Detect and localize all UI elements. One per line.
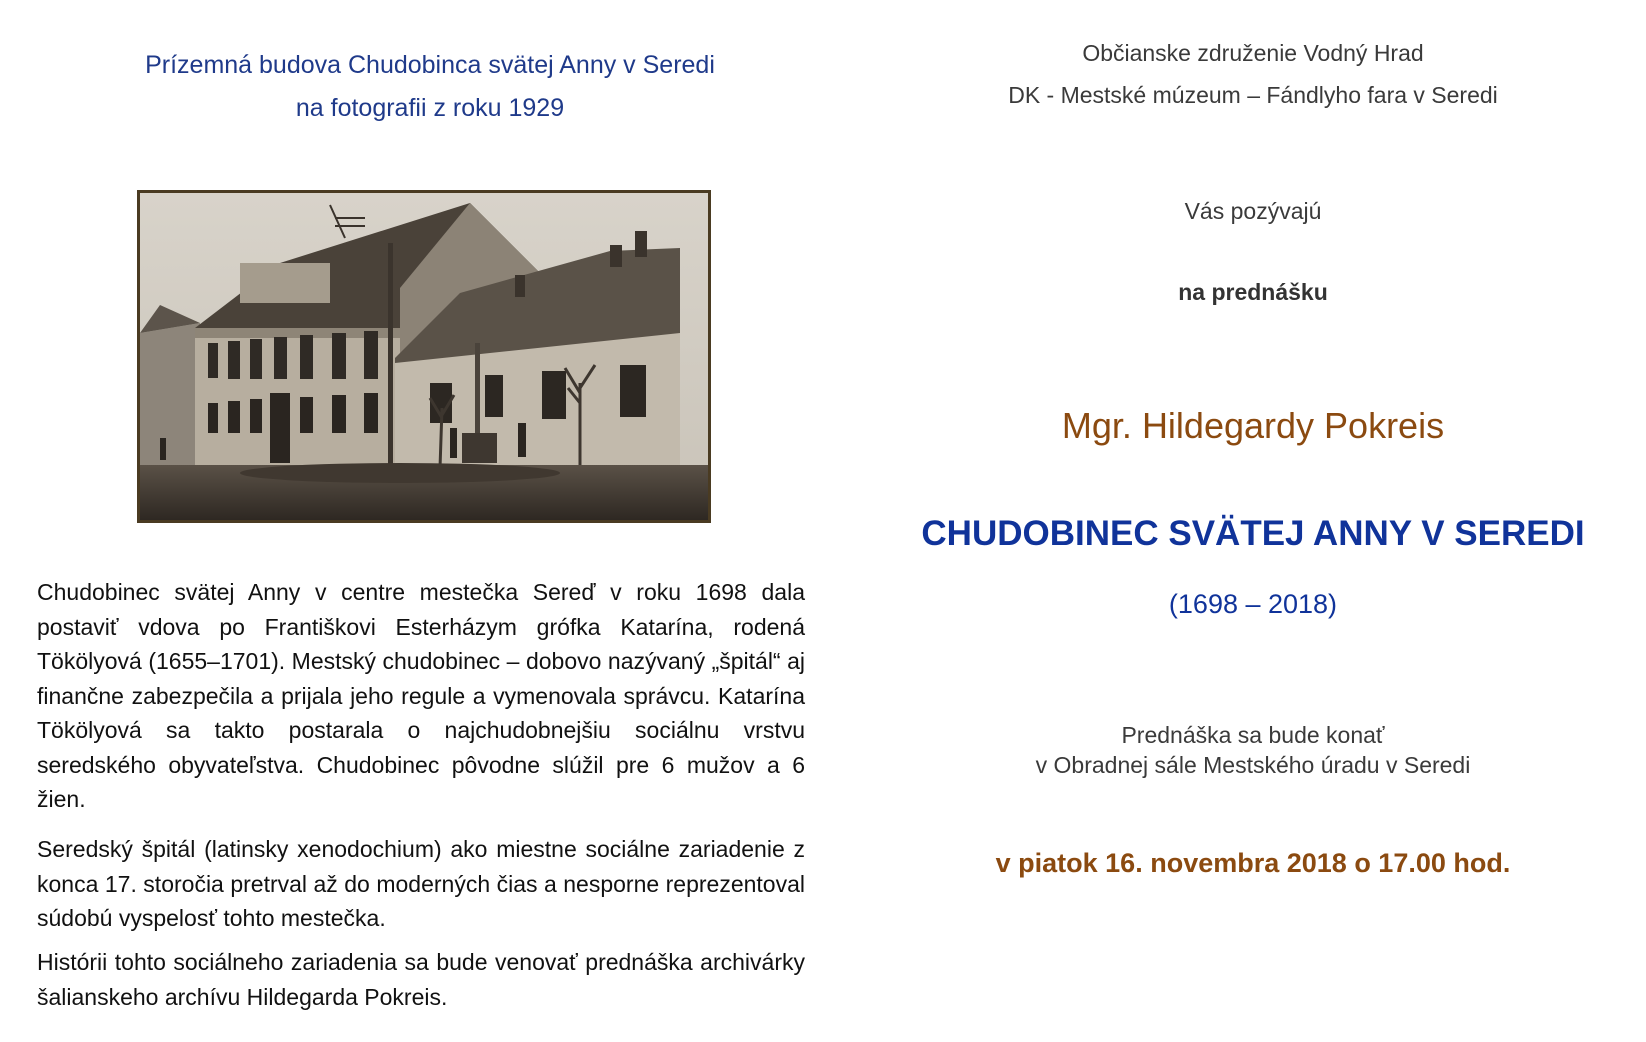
- venue-line1: Prednáška sa bude konať: [1121, 722, 1385, 748]
- building-illustration: [140, 193, 708, 520]
- history-paragraph-1: Chudobinec svätej Anny v centre mestečka Sereď v roku 1698 dala postaviť vdova po Františkovi Esterházym grófka Katarína, rodená Tökölyová (1655–1701). Mestský chudobinec – dobovo nazývaný „špitál“ aj finančne zabezpečila a prijala jeho regule a vymenovala správcu. Katarína Tökölyová sa takto postarala o najchudobnejšiu sociálnu vrstvu seredského obyvateľstva. Chudobinec pôvodne slúžil pre 6 mužov a 6 žien.: [37, 579, 805, 812]
- lecture-title: CHUDOBINEC SVÄTEJ ANNY V SEREDI: [921, 514, 1585, 553]
- organizer-line1: Občianske združenie Vodný Hrad: [1082, 40, 1424, 66]
- event-datetime: v piatok 16. novembra 2018 o 17.00 hod.: [995, 848, 1511, 878]
- speaker-name: Mgr. Hildegardy Pokreis: [1061, 405, 1445, 446]
- lecture-years: (1698 – 2018): [1168, 589, 1338, 619]
- venue-line2: v Obradnej sále Mestského úradu v Seredi: [1035, 752, 1471, 778]
- photo-caption-line2: na fotografii z roku 1929: [295, 94, 565, 122]
- invite-text: Vás pozývajú: [1184, 198, 1322, 224]
- organizer-line2: DK - Mestské múzeum – Fándlyho fara v Seredi: [1008, 82, 1498, 108]
- history-paragraph-2: Seredský špitál (latinsky xenodochium) ako miestne sociálne zariadenie z konca 17. storočia pretrval až do moderných čias a nesporne reprezentoval súdobú vyspelosť tohto mestečka.: [37, 836, 805, 931]
- history-paragraph-3: Histórii tohto sociálneho zariadenia sa bude venovať prednáška archivárky šalianskeho archívu Hildegarda Pokreis.: [37, 949, 805, 1010]
- photo-caption-line1: Prízemná budova Chudobinca svätej Anny v Seredi: [145, 51, 715, 79]
- right-column: [860, 0, 1646, 1042]
- historical-building-photo: [137, 190, 711, 523]
- lecture-label: na prednášku: [1178, 279, 1328, 305]
